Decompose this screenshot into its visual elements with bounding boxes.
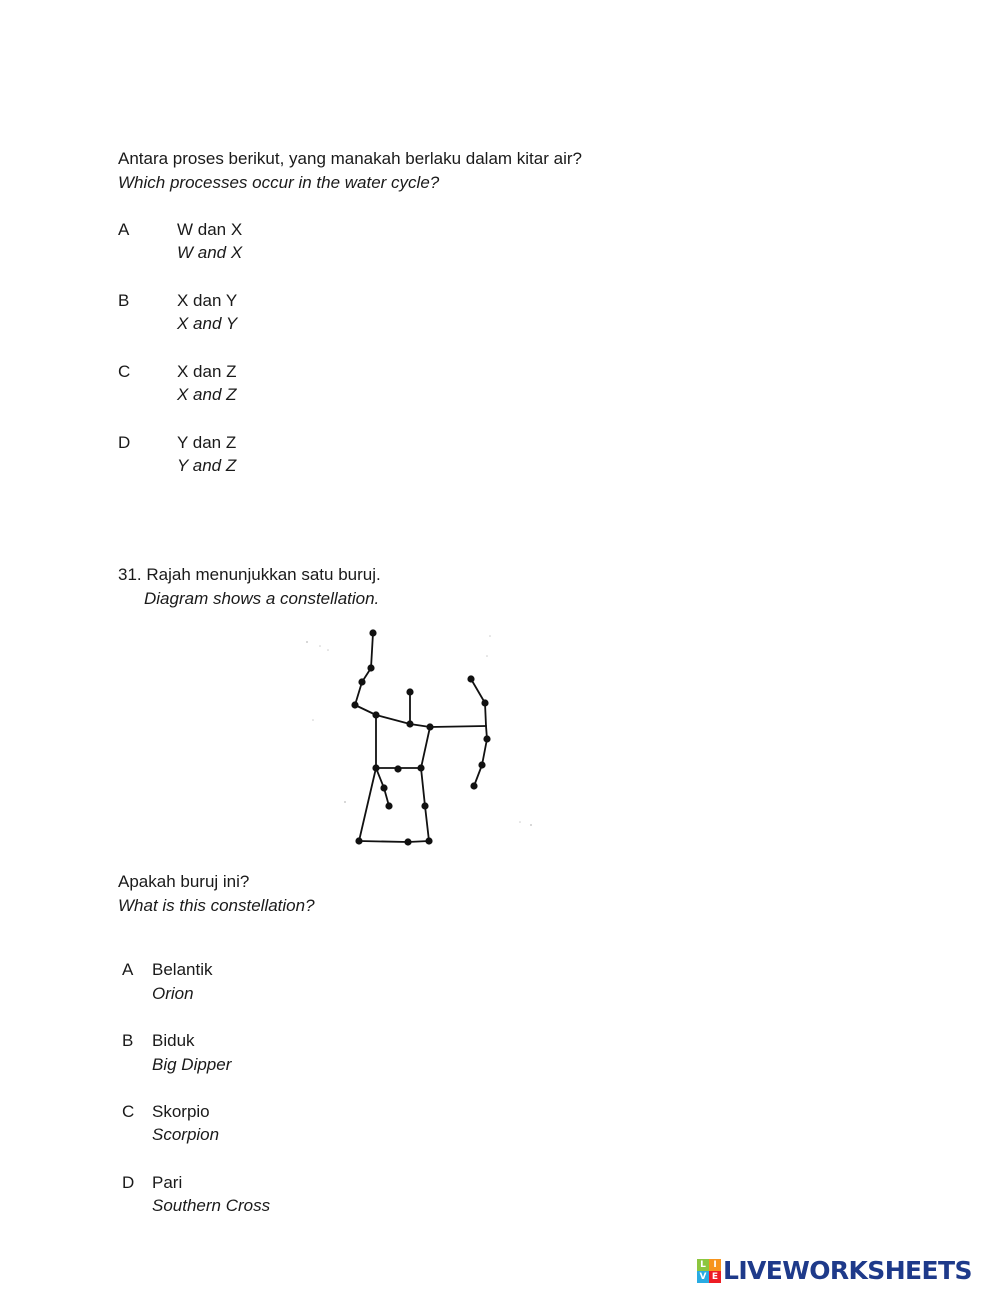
question-30-stem-english: Which processes occur in the water cycle? xyxy=(118,173,440,192)
option-letter: C xyxy=(118,362,131,381)
logo-mark-letter: L xyxy=(697,1259,709,1271)
question-31-stem-english: Diagram shows a constellation. xyxy=(144,589,380,608)
option-text: X dan Y xyxy=(177,291,238,310)
option-text: Skorpio xyxy=(152,1102,210,1121)
question-31-ask: Apakah buruj ini? xyxy=(118,872,250,891)
logo-mark-letter: I xyxy=(709,1259,721,1271)
logo-mark-letter: V xyxy=(697,1271,709,1283)
option-text-english: X and Y xyxy=(177,314,238,333)
question-30-stem: Antara proses berikut, yang manakah berlaku dalam kitar air? xyxy=(118,149,582,168)
constellation-stars xyxy=(351,629,490,845)
option-letter: C xyxy=(122,1102,135,1121)
option-text: Biduk xyxy=(152,1031,195,1050)
option-letter: A xyxy=(118,220,130,239)
option-text-english: Big Dipper xyxy=(152,1055,232,1074)
option-text-english: X and Z xyxy=(177,385,237,404)
option-letter: D xyxy=(118,433,131,452)
faint-background-stars xyxy=(306,635,532,826)
logo-text: LIVEWORKSHEETS xyxy=(723,1256,972,1285)
logo-mark-letter: E xyxy=(709,1271,721,1283)
constellation-lines xyxy=(355,633,487,842)
option-text-english: Scorpion xyxy=(152,1125,220,1144)
option-text: Y dan Z xyxy=(177,433,237,452)
question-31-stem: 31. Rajah menunjukkan satu buruj. xyxy=(118,565,381,584)
option-text: Pari xyxy=(152,1173,183,1192)
option-text: X dan Z xyxy=(177,362,237,381)
option-letter: D xyxy=(122,1173,135,1192)
option-text-english: Y and Z xyxy=(177,456,237,475)
option-text-english: W and X xyxy=(177,243,243,262)
option-text: Belantik xyxy=(152,960,213,979)
liveworksheets-logo xyxy=(697,1257,972,1285)
logo-mark-icon xyxy=(697,1259,721,1283)
constellation-diagram xyxy=(295,622,545,854)
option-text: W dan X xyxy=(177,220,243,239)
question-31-ask-english: What is this constellation? xyxy=(118,896,315,915)
option-letter: B xyxy=(122,1031,134,1050)
option-letter: A xyxy=(122,960,134,979)
option-text-english: Orion xyxy=(152,984,194,1003)
option-letter: B xyxy=(118,291,130,310)
option-text-english: Southern Cross xyxy=(152,1196,271,1215)
